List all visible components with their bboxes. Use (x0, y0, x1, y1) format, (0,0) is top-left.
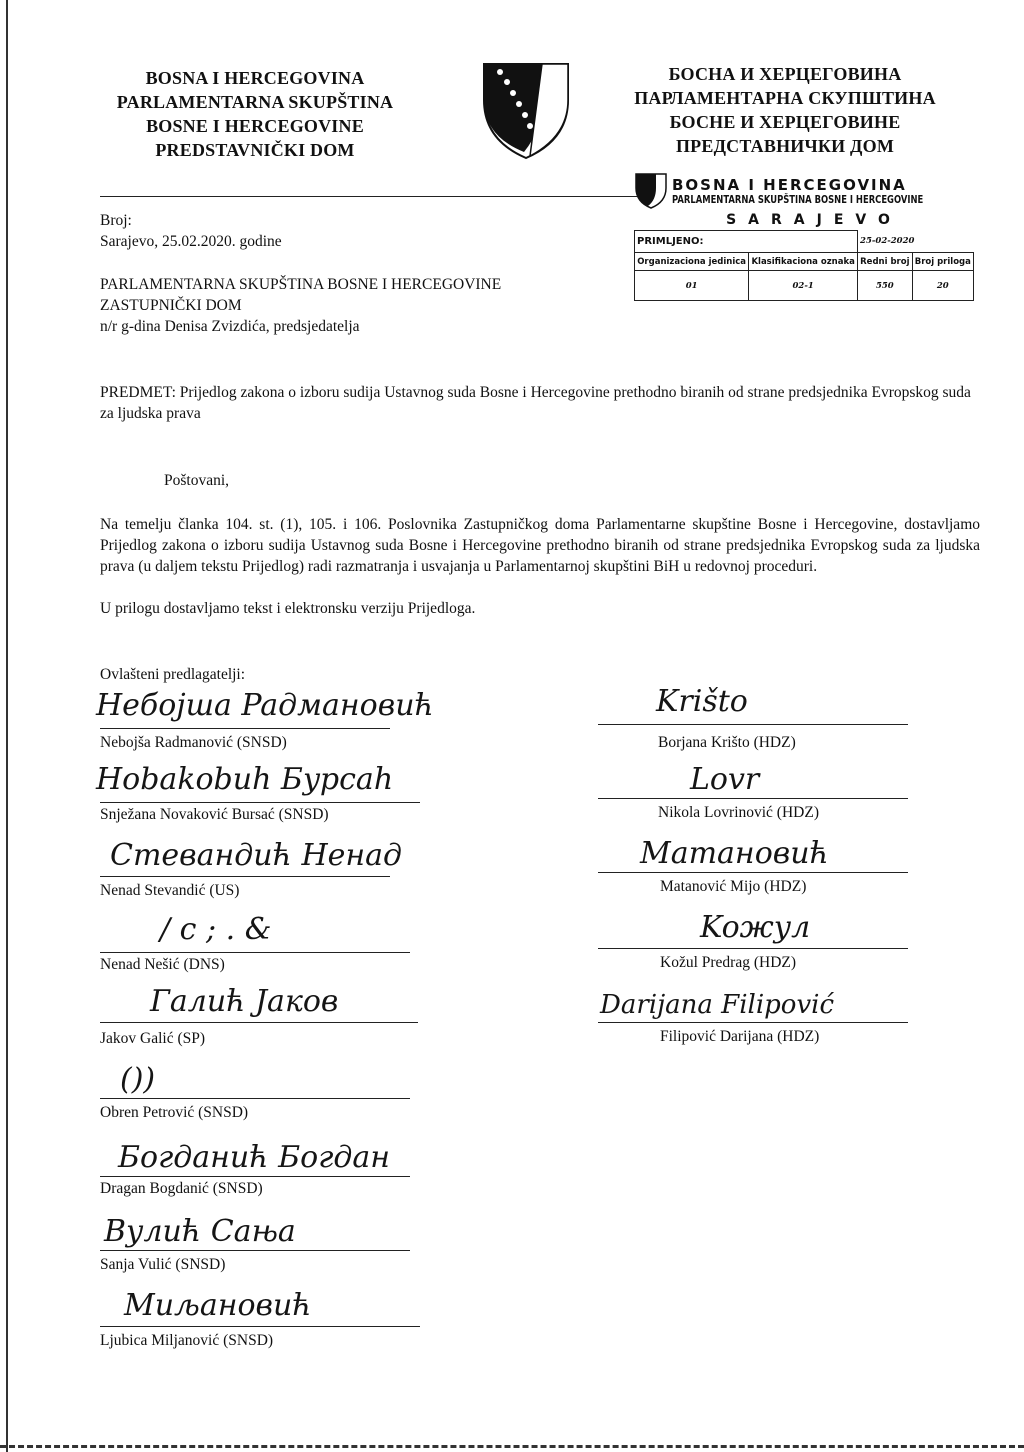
signature-line (100, 1022, 418, 1023)
stamp-value: 20 (912, 271, 973, 301)
signatory-name: Nebojša Radmanović (SNSD) (100, 734, 287, 751)
scan-bottom-edge (0, 1445, 1024, 1448)
signature: Darijana Filipović (600, 990, 835, 1020)
header-latin-line: PREDSTAVNIČKI DOM (155, 140, 355, 160)
header-cyrillic (610, 62, 960, 158)
signature-line (100, 802, 420, 803)
signature: Гaлић Jaкoв (150, 984, 339, 1019)
stamp-city: SARAJEVO (726, 212, 902, 228)
signatory-name: Jakov Galić (SP) (100, 1030, 206, 1047)
stamp-col-header: Organizaciona jedinica (635, 253, 749, 271)
header-cyrillic-line: ПРЕДСТАВНИЧКИ ДОМ (675, 136, 895, 156)
signature: Lovr (690, 762, 760, 797)
signatory-name: Borjana Krišto (HDZ) (658, 734, 796, 751)
document-meta (100, 210, 282, 252)
signature-line (598, 872, 908, 873)
stamp-col-header: Broj priloga (912, 253, 973, 271)
header-cyrillic-line: БОСНЕ И ХЕРЦЕГОВИНЕ (669, 112, 901, 132)
stamp-col-header: Klasifikaciona oznaka (749, 253, 858, 271)
signature-line (100, 1176, 410, 1177)
body-text: Na temelju članka 104. st. (1), 105. i 106. Poslovnika Zastupničkog doma Parlamentarne skupštine Bosne i Hercegovine, dostavljamo Prijedlog zakona o izboru sudija Ustavnog suda Bosne i Hercegovine prethodno biranih od strane predsjednika Evropskog suda za ljudska prava (u daljem tekstu Prijedlog) radi razmatranja i usvajanja u Parlamentarnoj skupštini BiH u redovnoj proceduri. (100, 516, 980, 575)
coat-of-arms-icon (480, 60, 572, 160)
signature-line (100, 1326, 420, 1327)
signature-line (100, 952, 410, 953)
stamp-col-header: Redni broj (858, 253, 913, 271)
stamp-received-date: 25-02-2020 (860, 236, 915, 247)
signature: Миљaнoвић (124, 1288, 312, 1323)
signatory-name: Filipović Darijana (HDZ) (660, 1028, 820, 1045)
place-date: Sarajevo, 25.02.2020. godine (100, 233, 282, 250)
scan-edge (6, 0, 8, 1452)
signatory-name: Snježana Novaković Bursać (SNSD) (100, 806, 329, 823)
received-stamp (634, 172, 994, 301)
signature-line (598, 1022, 908, 1023)
stamp-table (634, 230, 974, 301)
stamp-subtitle: PARLAMENTARNA SKUPŠTINA BOSNE I HERCEGOVINE (672, 194, 924, 206)
signature: Вулић Caњa (104, 1214, 296, 1249)
stamp-value: 02-1 (749, 271, 858, 301)
signatory-name: Nikola Lovrinović (HDZ) (658, 804, 819, 821)
signature-line (100, 728, 390, 729)
signatory-name: Matanović Mijo (HDZ) (660, 878, 807, 895)
signature-line (598, 798, 908, 799)
header-latin-line: BOSNE I HERCEGOVINE (146, 116, 364, 136)
stamp-received-label: PRIMLJENO: (637, 236, 704, 247)
header-rule (100, 196, 640, 197)
signature-line (598, 724, 908, 725)
stamp-title: BOSNA I HERCEGOVINA (672, 176, 907, 194)
signature: Cтeвaндић Heнaд (110, 838, 403, 873)
signature: Матановић (640, 836, 829, 871)
signatory-name: Nenad Stevandić (US) (100, 882, 240, 899)
stamp-value: 550 (858, 271, 913, 301)
signature: Koжул (700, 910, 811, 945)
signatory-name: Ljubica Miljanović (SNSD) (100, 1332, 274, 1349)
signatory-name: Dragan Bogdanić (SNSD) (100, 1180, 263, 1197)
header-cyrillic-line: БОСНА И ХЕРЦЕГОВИНА (668, 64, 902, 84)
signature: Krišto (656, 684, 748, 719)
signatory-name: Kožul Predrag (HDZ) (660, 954, 797, 971)
signature-line (598, 948, 908, 949)
signature-line (100, 1250, 410, 1251)
signature: Heбojшa Paдмaновић (96, 688, 434, 723)
header-cyrillic-line: ПАРЛАМЕНТАРНА СКУПШТИНА (634, 88, 936, 108)
signature: ()) (120, 1062, 156, 1097)
document-number: Broj: (100, 212, 132, 229)
header-latin-line: BOSNA I HERCEGOVINA (145, 68, 365, 88)
greeting: Poštovani, (164, 472, 230, 489)
stamp-emblem-icon (634, 172, 668, 210)
header-latin-line: PARLAMENTARNA SKUPŠTINA (116, 92, 394, 112)
recipient-line: n/r g-dina Denisa Zvizdića, predsjedatelja (100, 318, 360, 335)
attachment-note: U prilogu dostavljamo tekst i elektronsku verziju Prijedloga. (100, 600, 476, 617)
signatory-name: Nenad Nešić (DNS) (100, 956, 225, 973)
signatory-name: Sanja Vulić (SNSD) (100, 1256, 226, 1273)
signature: Богдaнић Бoгдaн (118, 1140, 391, 1175)
signature-line (100, 876, 390, 877)
subject: PREDMET: Prijedlog zakona o izboru sudija Ustavnog suda Bosne i Hercegovine prethodno biranih od strane predsjednika Evropskog suda za ljudska prava (100, 384, 971, 422)
signatories-label: Ovlašteni predlagatelji: (100, 666, 246, 683)
header-latin (90, 66, 420, 162)
recipient-block (100, 274, 501, 337)
signature-line (100, 1098, 410, 1099)
recipient-line: ZASTUPNIČKI DOM (100, 297, 242, 314)
signature: / c ; . & (160, 912, 272, 947)
signatory-name: Obren Petrović (SNSD) (100, 1104, 249, 1121)
stamp-value: 01 (635, 271, 749, 301)
recipient-line: PARLAMENTARNA SKUPŠTINA BOSNE I HERCEGOVINE (100, 276, 502, 293)
signature: Hobakobuh Бypcah (96, 762, 394, 797)
